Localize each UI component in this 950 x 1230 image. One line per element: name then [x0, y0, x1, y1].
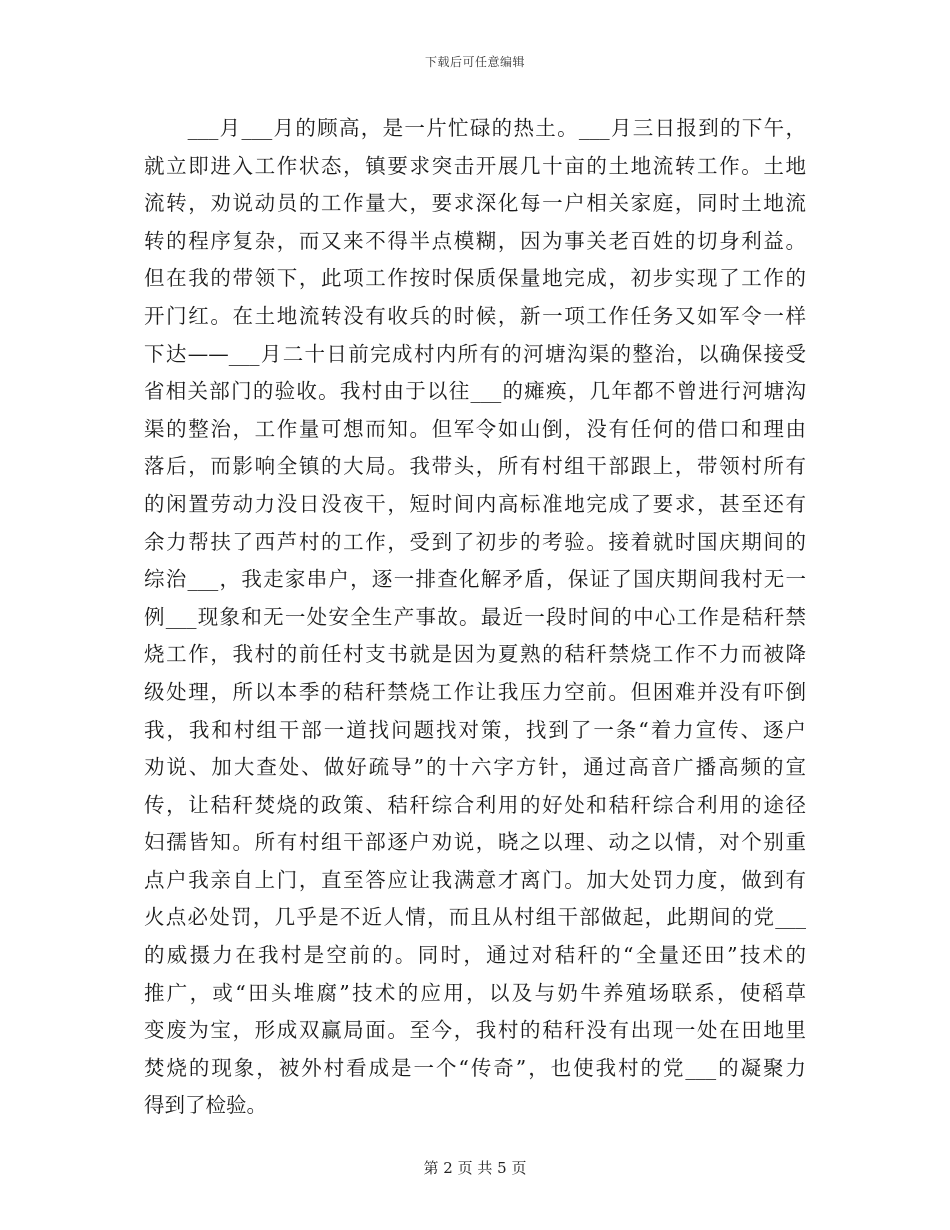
text-line: 综治___，我走家串户，逐一排查化解矛盾，保证了国庆期间我村无一 — [144, 567, 806, 592]
text-line: 落后，而影响全镇的大局。我带头，所有村组干部跟上，带领村所有 — [144, 454, 806, 479]
text-line: 转的程序复杂，而又来不得半点模糊，因为事关老百姓的切身利益。 — [144, 228, 806, 253]
text-line: 变废为宝，形成双赢局面。至今，我村的秸秆没有出现一处在田地里 — [144, 1018, 806, 1043]
text-line: 的闲置劳动力没日没夜干，短时间内高标准地完成了要求，甚至还有 — [144, 491, 806, 516]
text-line: 推广，或“田头堆腐”技术的应用，以及与奶牛养殖场联系，使稻草 — [144, 980, 806, 1005]
text-line: 焚烧的现象，被外村看成是一个“传奇”，也使我村的党___的凝聚力 — [144, 1055, 806, 1080]
text-line: 开门红。在土地流转没有收兵的时候，新一项工作任务又如军令一样 — [144, 303, 806, 328]
header-note: 下载后可任意编辑 — [424, 55, 525, 69]
text-line: 火点必处罚，几乎是不近人情，而且从村组干部做起，此期间的党___ — [144, 905, 806, 930]
body-paragraph — [144, 110, 806, 1125]
text-line: 烧工作，我村的前任村支书就是因为夏熟的秸秆禁烧工作不力而被降 — [144, 642, 806, 667]
page-number: 第 2 页 共 5 页 — [423, 1159, 527, 1177]
text-line: 省相关部门的验收。我村由于以往___的瘫痪，几年都不曾进行河塘沟 — [144, 379, 806, 404]
text-line: 我，我和村组干部一道找问题找对策，找到了一条“着力宣传、逐户 — [144, 717, 806, 742]
text-line: 下达——___月二十日前完成村内所有的河塘沟渠的整治，以确保接受 — [144, 341, 806, 366]
text-line: 但在我的带领下，此项工作按时保质保量地完成，初步实现了工作的 — [144, 266, 806, 291]
text-line: 流转，劝说动员的工作量大，要求深化每一户相关家庭，同时土地流 — [144, 191, 806, 216]
text-line: 级处理，所以本季的秸秆禁烧工作让我压力空前。但困难并没有吓倒 — [144, 679, 806, 704]
text-line: 得到了检验。 — [144, 1093, 267, 1118]
text-line: 妇孺皆知。所有村组干部逐户劝说，晓之以理、动之以情，对个别重 — [144, 830, 806, 855]
text-line: 渠的整治，工作量可想而知。但军令如山倒，没有任何的借口和理由 — [144, 416, 806, 441]
text-line: 劝说、加大查处、做好疏导”的十六字方针，通过高音广播高频的宣 — [144, 755, 806, 780]
text-line: 例___现象和无一处安全生产事故。最近一段时间的中心工作是秸秆禁 — [144, 604, 806, 629]
text-line: ___月___月的顾高，是一片忙碌的热土。___月三日报到的下午， — [144, 116, 806, 140]
text-line: 传，让秸秆焚烧的政策、秸秆综合利用的好处和秸秆综合利用的途径 — [144, 792, 806, 817]
text-line: 点户我亲自上门，直至答应让我满意才离门。加大处罚力度，做到有 — [144, 867, 806, 892]
text-line: 就立即进入工作状态，镇要求突击开展几十亩的土地流转工作。土地 — [144, 153, 806, 178]
text-line: 余力帮扶了西芦村的工作，受到了初步的考验。接着就时国庆期间的 — [144, 529, 806, 554]
text-line: 的威摄力在我村是空前的。同时，通过对秸秆的“全量还田”技术的 — [144, 943, 806, 968]
